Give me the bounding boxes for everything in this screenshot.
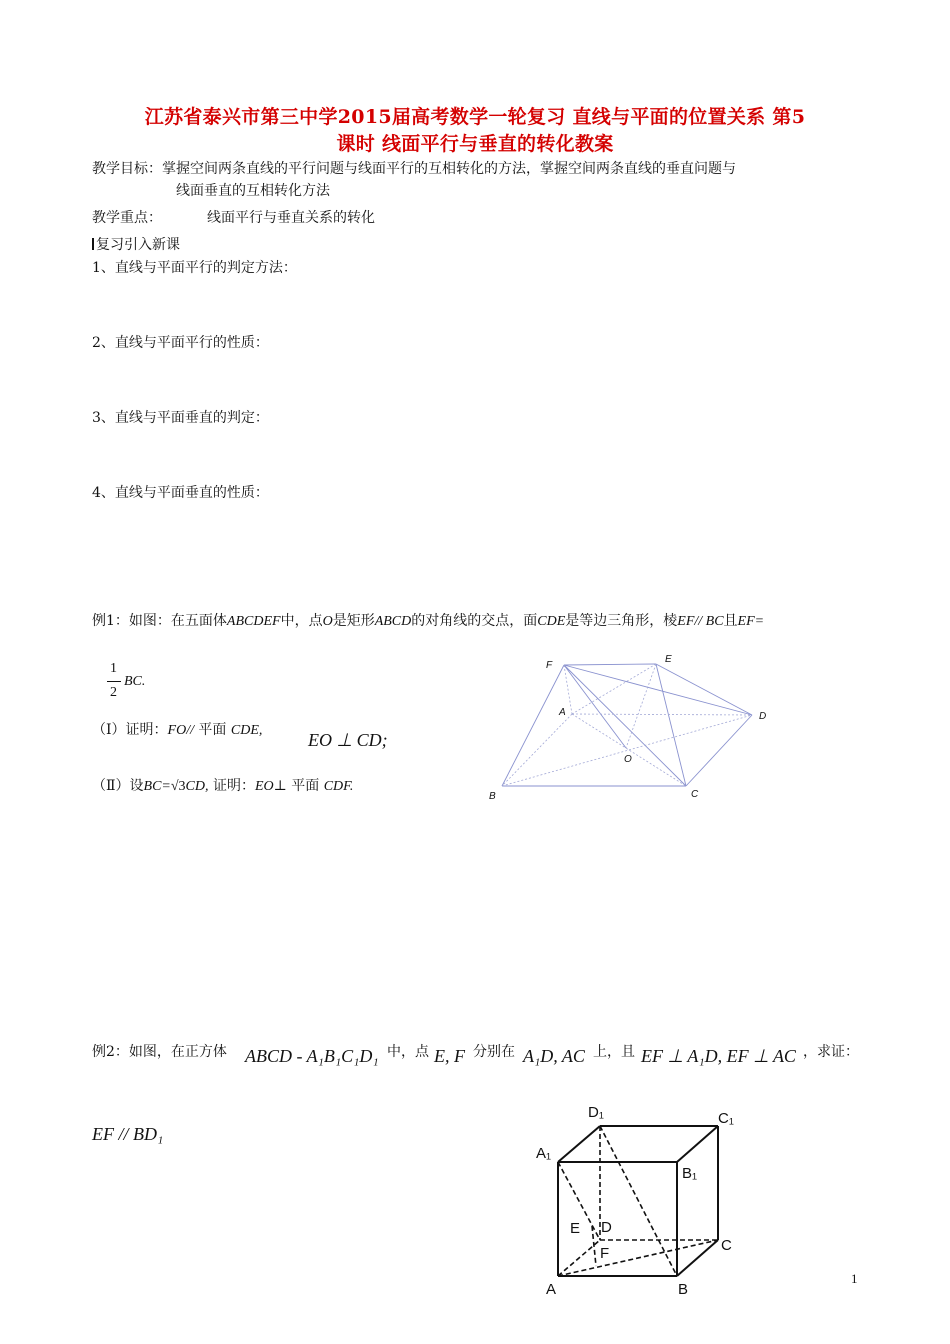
edge-A1D1 bbox=[558, 1126, 600, 1162]
label-D: D bbox=[759, 711, 767, 722]
fraction-bar bbox=[107, 681, 121, 682]
label-C: C bbox=[721, 1237, 732, 1254]
segment-EO bbox=[626, 664, 656, 748]
segment-EA bbox=[572, 664, 656, 714]
example2-points: E, F bbox=[434, 1046, 465, 1066]
example1-part2: （Ⅱ）设BC=√3CD, 证明：EO⊥ 平面 CDF. bbox=[92, 778, 354, 794]
example2-text4: ，求证： bbox=[803, 1044, 859, 1060]
objectives-line2: 线面垂直的互相转化方法 bbox=[176, 183, 330, 199]
example1-part1: （Ⅰ）证明：FO// 平面 CDE, bbox=[92, 722, 263, 738]
page-number: 1 bbox=[851, 1271, 858, 1286]
label-A1: A₁ bbox=[536, 1145, 552, 1162]
edge-DC bbox=[686, 715, 752, 786]
example2-conditions: EF ⊥ A₁D, EF ⊥ AC bbox=[641, 1046, 796, 1066]
diagonal-AC bbox=[558, 1240, 718, 1276]
label-E: E bbox=[570, 1220, 581, 1237]
label-D: D bbox=[601, 1219, 612, 1236]
review-item-3: 3、直线与平面垂直的判定： bbox=[92, 410, 269, 426]
label-B: B bbox=[489, 791, 496, 802]
label-E: E bbox=[665, 654, 672, 665]
example2-prefix: 例2：如图，在正方体 bbox=[92, 1044, 227, 1060]
fraction-numerator: 1 bbox=[110, 661, 117, 676]
cube-figure bbox=[520, 1095, 770, 1300]
example2-text1: 中，点 bbox=[387, 1044, 429, 1060]
edge-BC bbox=[677, 1240, 718, 1276]
review-item-1: 1、直线与平面平行的判定方法： bbox=[92, 260, 297, 276]
label-C1: C₁ bbox=[718, 1110, 734, 1127]
label-B1: B₁ bbox=[682, 1165, 698, 1182]
pentahedron-figure bbox=[480, 648, 780, 808]
label-D1: D₁ bbox=[588, 1104, 604, 1121]
example2-lines: A₁D, AC bbox=[523, 1046, 585, 1066]
label-A: A bbox=[546, 1281, 557, 1298]
focus-text: 线面平行与垂直关系的转化 bbox=[207, 210, 375, 226]
segment-FO bbox=[564, 665, 626, 748]
diagonal-D1B bbox=[600, 1126, 677, 1276]
label-O: O bbox=[624, 754, 632, 765]
review-item-4: 4、直线与平面垂直的性质： bbox=[92, 485, 269, 501]
document-title-line1: 江苏省泰兴市第三中学2015届高考数学一轮复习 直线与平面的位置关系 第5 bbox=[144, 106, 806, 128]
edge-C1B1 bbox=[677, 1126, 718, 1162]
edge-AB bbox=[502, 714, 572, 786]
segment-EF bbox=[592, 1226, 596, 1266]
label-A: A bbox=[559, 707, 566, 718]
edge-ED bbox=[656, 664, 752, 715]
objectives-line1: 掌握空间两条直线的平行问题与线面平行的互相转化的方法，掌握空间两条直线的垂直问题与 bbox=[162, 161, 736, 177]
label-F: F bbox=[600, 1245, 610, 1262]
example2-conclusion: EF // BD₁ bbox=[92, 1124, 164, 1144]
example1-part1-math: EO ⊥ CD; bbox=[308, 730, 388, 750]
edge-FC bbox=[564, 665, 686, 786]
example2-text3: 上，且 bbox=[593, 1044, 635, 1060]
focus-label: 教学重点： bbox=[92, 210, 162, 226]
objectives-label: 教学目标： bbox=[92, 161, 162, 177]
diagonal-BD bbox=[502, 715, 752, 786]
example2-text2: 分别在 bbox=[473, 1044, 515, 1060]
review-heading: 复习引入新课 bbox=[92, 235, 180, 255]
fraction-tail: BC. bbox=[124, 674, 146, 689]
label-F: F bbox=[546, 660, 553, 671]
label-B: B bbox=[678, 1281, 689, 1298]
edge-FE bbox=[564, 664, 656, 665]
edge-BF bbox=[502, 665, 564, 786]
example1-statement: 例1：如图：在五面体ABCDEF中，点O是矩形ABCD的对角线的交点，面CDE是等边三角形，棱EF// BC且EF= bbox=[92, 613, 765, 629]
edge-EC bbox=[656, 664, 686, 786]
document-title-line2: 课时 线面平行与垂直的转化教案 bbox=[336, 133, 614, 155]
edge-AD bbox=[572, 714, 752, 715]
review-item-2: 2、直线与平面平行的性质： bbox=[92, 335, 269, 351]
label-C: C bbox=[691, 789, 699, 800]
example2-cube-name: ABCD - A₁B₁C₁D₁ bbox=[245, 1046, 379, 1066]
fraction-denominator: 2 bbox=[110, 685, 117, 700]
